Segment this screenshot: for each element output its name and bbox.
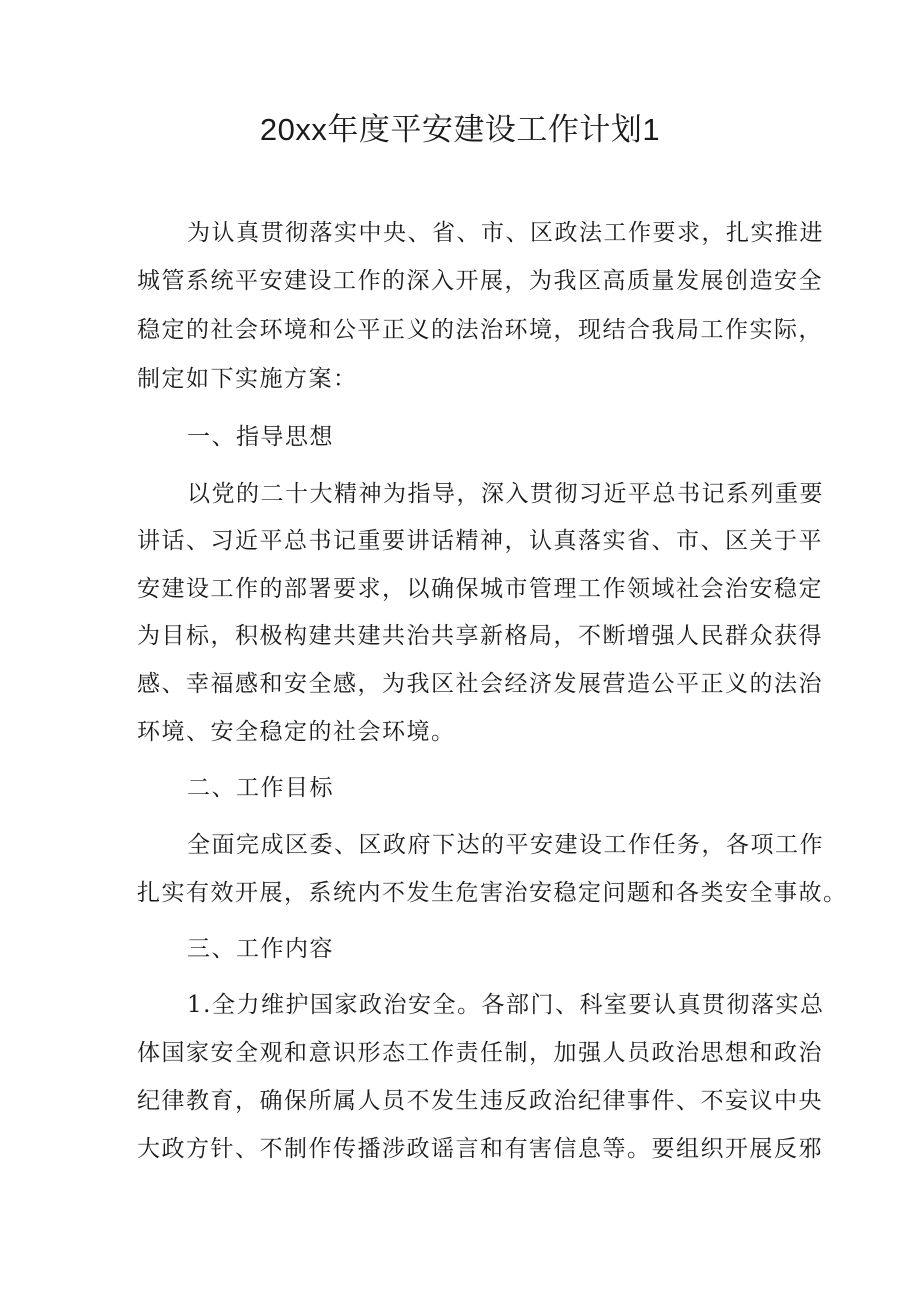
body-line: 为认真贯彻落实中央、省、市、区政法工作要求，扎实推进: [187, 220, 824, 246]
body-line: 1.全力维护国家政治安全。各部门、科室要认真贯彻落实总: [187, 992, 825, 1018]
section-heading: 二、工作目标: [187, 775, 334, 801]
body-line: 稳定的社会环境和公平正义的法治环境，现结合我局工作实际，: [137, 317, 823, 343]
body-line: 以党的二十大精神为指导，深入贯彻习近平总书记系列重要: [187, 481, 824, 507]
section-heading: 三、工作内容: [187, 936, 334, 962]
body-line: 为目标，积极构建共建共治共享新格局，不断增强人民群众获得: [137, 623, 823, 649]
body-line: 纪律教育，确保所属人员不发生违反政治纪律事件、不妄议中央: [137, 1088, 823, 1114]
body-line: 制定如下实施方案：: [137, 366, 358, 392]
body-line: 全面完成区委、区政府下达的平安建设工作任务，各项工作: [187, 832, 824, 858]
document-title: 20xx年度平安建设工作计划1: [259, 112, 661, 147]
section-heading: 一、指导思想: [187, 424, 334, 450]
body-line: 讲话、习近平总书记重要讲话精神，认真落实省、市、区关于平: [137, 528, 823, 554]
body-line: 环境、安全稳定的社会环境。: [137, 719, 456, 745]
body-line: 扎实有效开展，系统内不发生危害治安稳定问题和各类安全事故。: [137, 880, 848, 906]
body-line: 安建设工作的部署要求，以确保城市管理工作领域社会治安稳定: [137, 576, 823, 602]
body-line: 体国家安全观和意识形态工作责任制，加强人员政治思想和政治: [137, 1040, 823, 1066]
body-line: 大政方针、不制作传播涉政谣言和有害信息等。要组织开展反邪: [137, 1136, 823, 1162]
body-line: 城管系统平安建设工作的深入开展，为我区高质量发展创造安全: [137, 268, 823, 294]
body-line: 感、幸福感和安全感，为我区社会经济发展营造公平正义的法治: [137, 671, 823, 697]
